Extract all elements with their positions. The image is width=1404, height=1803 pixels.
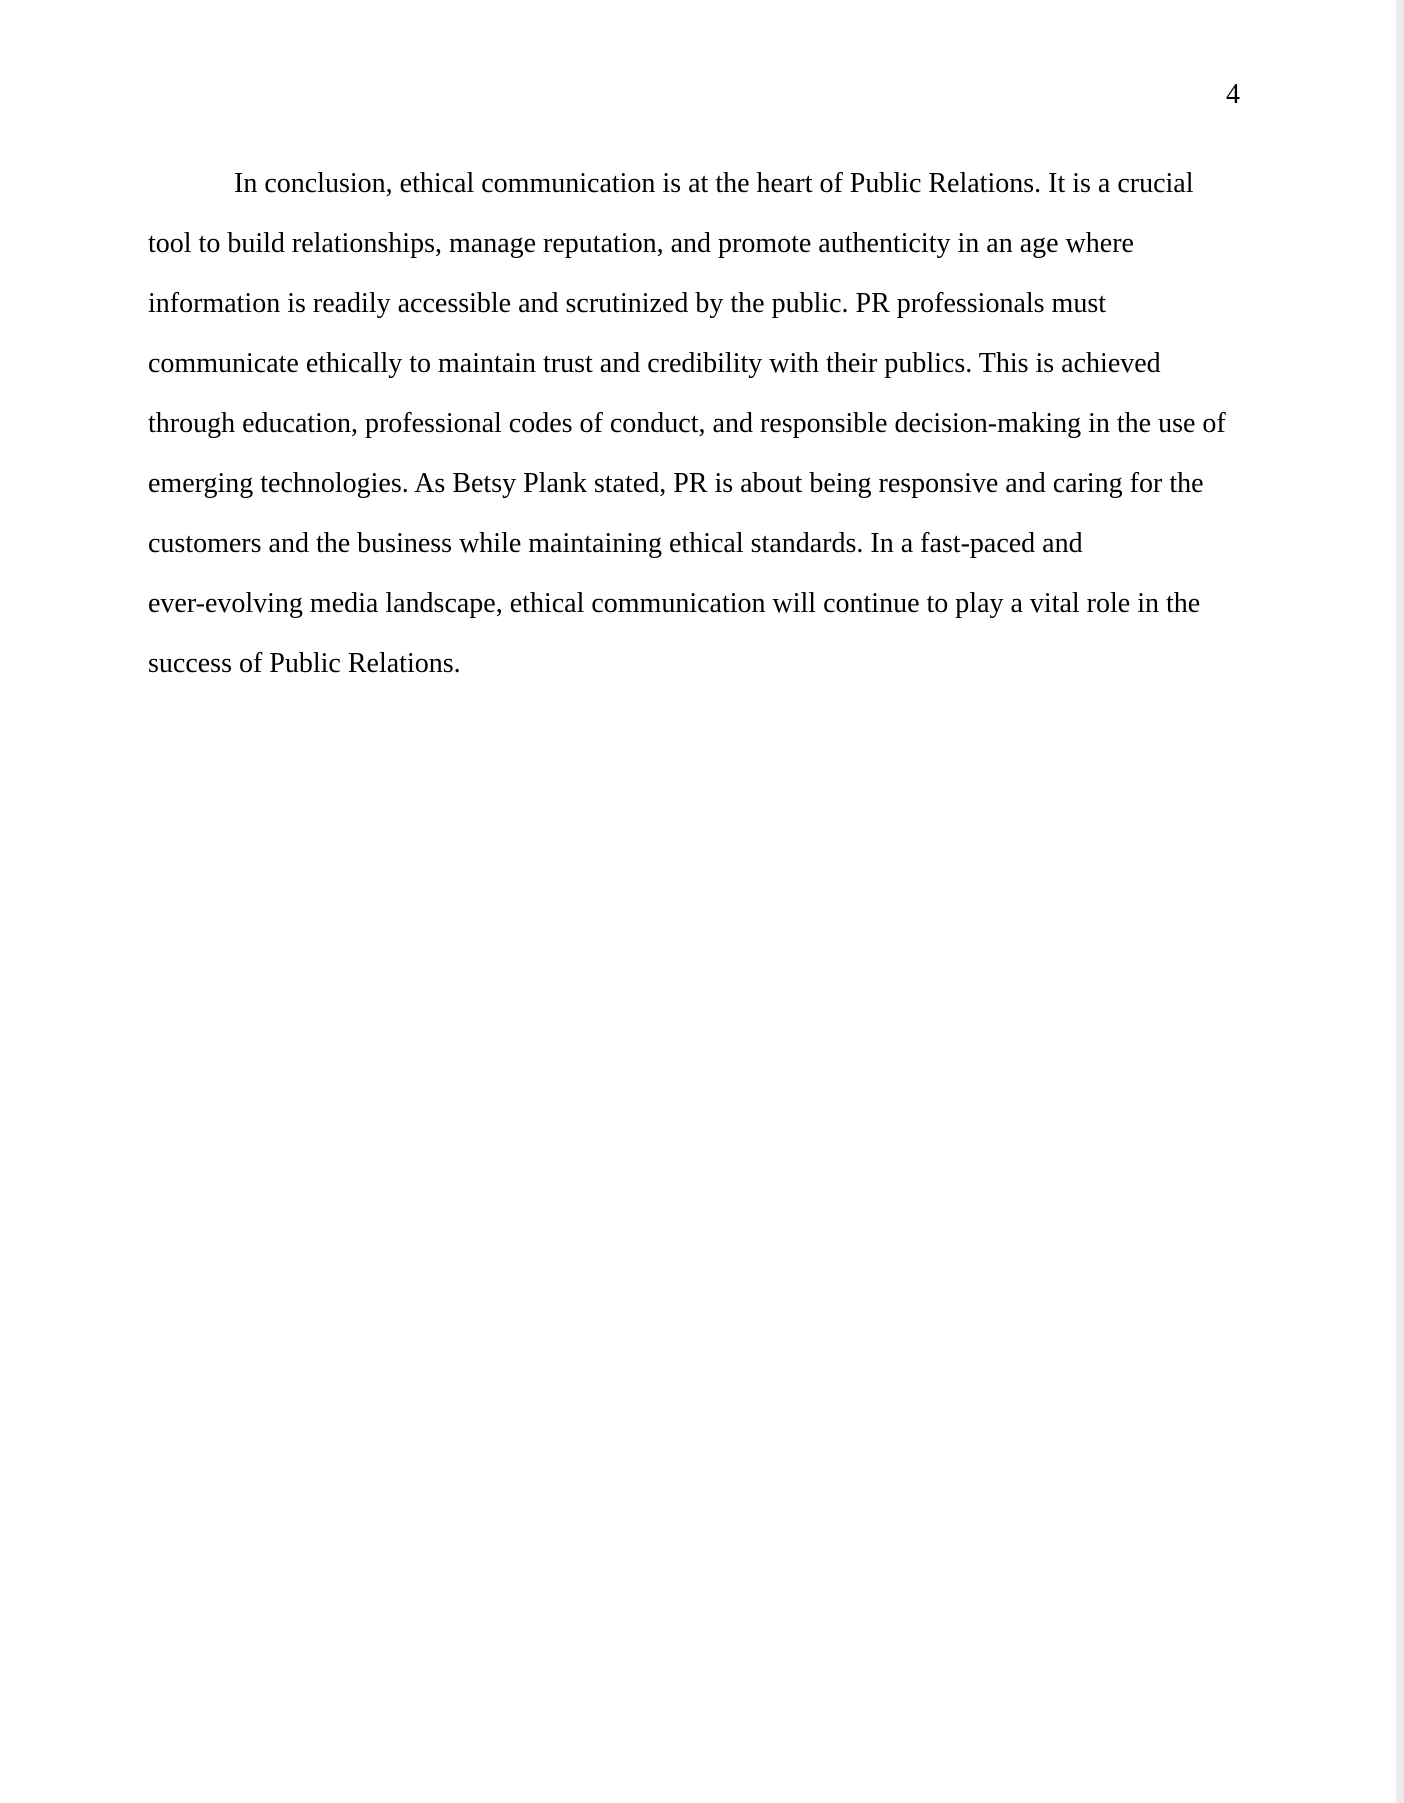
right-edge-gutter: [1396, 0, 1404, 1803]
paragraph-line: through education, professional codes of conduct, and responsible decision-making in the use of: [148, 408, 1226, 439]
conclusion-paragraph: [148, 154, 1278, 694]
page-number: 4: [1226, 79, 1240, 110]
paragraph-line: communicate ethically to maintain trust and credibility with their publics. This is achieved: [148, 348, 1161, 379]
paragraph-line: tool to build relationships, manage reputation, and promote authenticity in an age where: [148, 228, 1134, 259]
paragraph-line: emerging technologies. As Betsy Plank stated, PR is about being responsive and caring for the: [148, 468, 1204, 499]
paragraph-line: ever-evolving media landscape, ethical communication will continue to play a vital role in the: [148, 588, 1201, 619]
paragraph-line: customers and the business while maintaining ethical standards. In a fast-paced and: [148, 528, 1083, 559]
paragraph-line: success of Public Relations.: [148, 648, 461, 679]
paragraph-line: In conclusion, ethical communication is at the heart of Public Relations. It is a crucial: [234, 168, 1194, 199]
paragraph-line: information is readily accessible and scrutinized by the public. PR professionals must: [148, 288, 1107, 319]
